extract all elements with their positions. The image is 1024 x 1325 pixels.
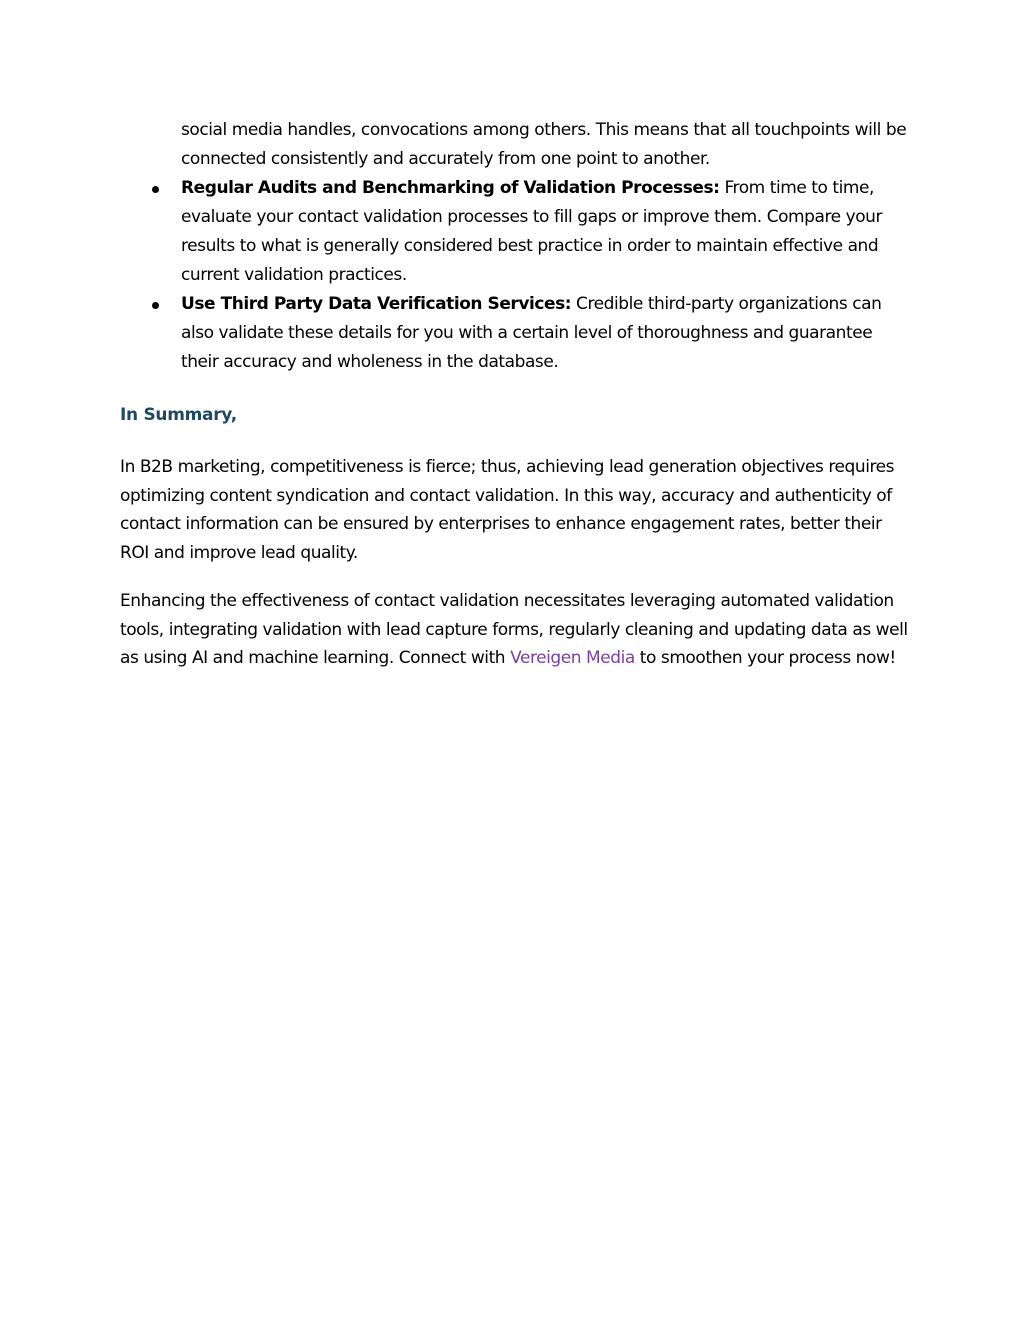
summary-heading: In Summary, xyxy=(120,405,237,425)
bullet-dot-icon xyxy=(152,302,159,309)
bullet-text: From time to time, evaluate your contact validation processes to fill gaps or improve them. Compare your results to what is generally considered best practice in order to maintain effective and current validation practices. xyxy=(181,178,883,285)
list-item-continuation: social media handles, convocations among others. This means that all touchpoints will be connected consistently and accurately from one point to another. xyxy=(181,120,907,169)
summary-paragraph-2 xyxy=(120,587,910,673)
paragraph-text: Enhancing the effectiveness of contact validation necessitates leveraging automated validation tools, integrating validation with lead capture forms, regularly cleaning and updating data as well as using AI and machine learning. Connect with xyxy=(120,591,908,669)
bullet-title: Use Third Party Data Verification Services: xyxy=(181,294,572,314)
bullet-list xyxy=(120,174,910,377)
vereigen-media-link[interactable]: Vereigen Media xyxy=(510,648,635,669)
bullet-dot-icon xyxy=(152,186,159,193)
summary-paragraph-1: In B2B marketing, competitiveness is fierce; thus, achieving lead generation objectives requires optimizing content syndication and contact validation. In this way, accuracy and authenticity of contact information can be ensured by enterprises to enhance engagement rates, better their ROI and improve lead quality. xyxy=(120,457,895,564)
bullet-text: Credible third-party organizations can also validate these details for you with a certain level of thoroughness and guarantee their accuracy and wholeness in the database. xyxy=(181,294,882,372)
bullet-item-regular-audits xyxy=(120,174,910,290)
best-practices-list-section xyxy=(120,116,910,377)
bullet-title: Regular Audits and Benchmarking of Validation Processes: xyxy=(181,178,720,198)
bullet-item-third-party-verification xyxy=(120,290,910,377)
paragraph-text: to smoothen your process now! xyxy=(634,648,896,669)
